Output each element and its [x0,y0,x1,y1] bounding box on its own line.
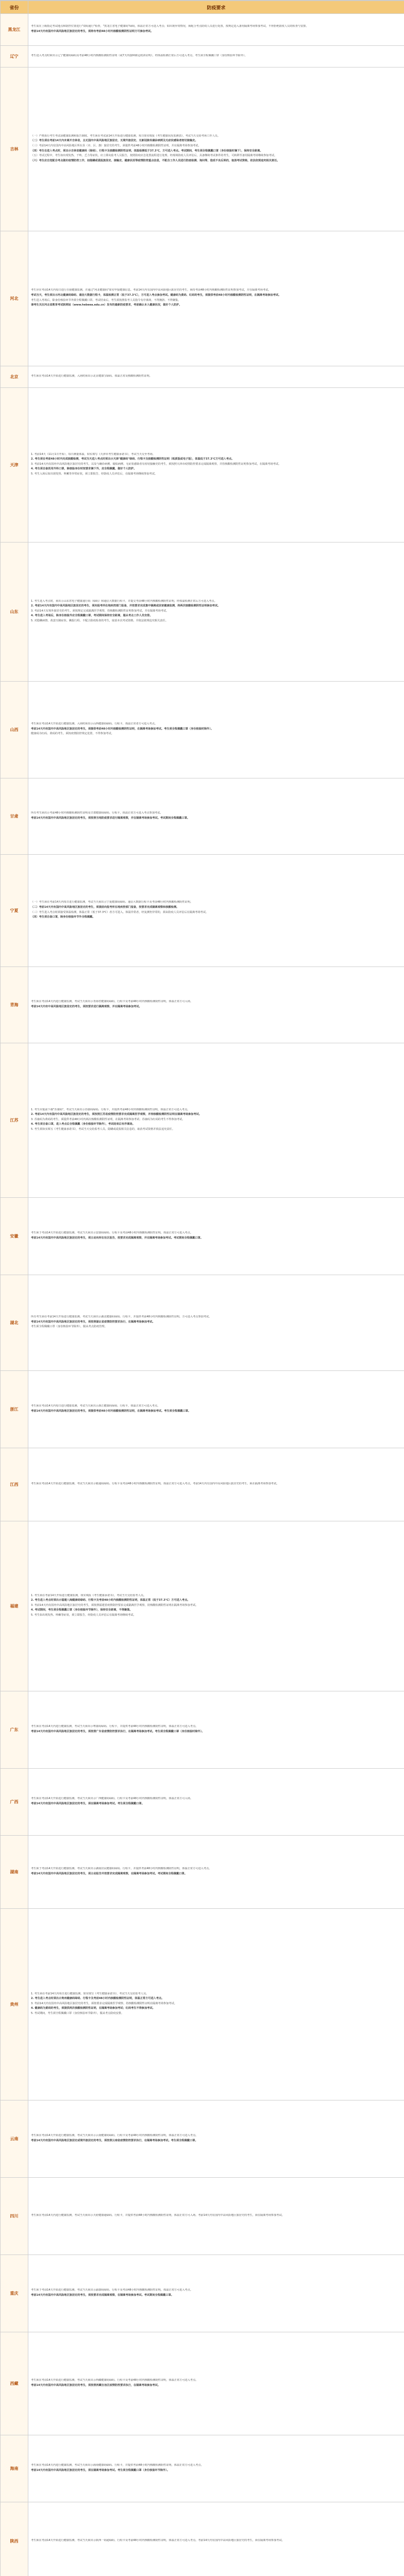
requirement-paragraph: 健康码为红码、黄码的考生，须按疫情防控规定处置，不得参加考试。 [31,732,114,736]
requirement-paragraph: 考生须在考前14天内进行健康监测，考试当天须出示海南健康码绿码、行程卡，并提供考前48小时内核酸检测阴性证明，体温正常方可进入考点。 [31,2463,204,2467]
table-row [1,388,404,543]
province-cell: 黑龙江 [1,14,28,46]
requirement-paragraph: 4. 健康码为黄码的考生，须提供两次核酸检测阴性证明，在隔离考场参加考试；红码考生不得参加考试。 [31,2007,155,2010]
province-cell: 湖北 [1,1275,28,1371]
requirement-paragraph: 3. 考前14天内有国内中高风险地区旅居史的考生，须按要求完成隔离医学观察，持核酸检测阴性证明在隔离考场参加考试。 [31,2002,177,2005]
requirement-paragraph: 4. 考生须自备口罩，进入考点后全程佩戴（身份核验环节除外），考试结束后有序离场。 [31,1123,135,1126]
requirements-text [31,1231,401,1241]
requirement-paragraph: 考前14天内有国内中高风险地区旅居史的考生，须按照广东省疫情防控要求执行，在隔离考场参加考试。考生须全程佩戴口罩（身份核验时除外）。 [31,1730,205,1733]
province-cell: 陕西 [1,2502,28,2576]
requirement-paragraph: 考前14天内有国内中高风险地区旅居史的考生，须按照当地防疫要求进行隔离观察，并在隔离考场参加考试。考试期间全程佩戴口罩。 [31,816,190,820]
province-cell: 青海 [1,967,28,1043]
requirements-cell [28,1043,404,1198]
requirement-paragraph: 考生须全程佩戴口罩（身份核验环节除外），服从考点防疫管理。 [31,1325,107,1329]
table-row [1,1043,404,1198]
requirements-text [31,811,401,821]
requirements-text [31,2214,401,2219]
table-row [1,366,404,388]
province-cell: 江西 [1,1448,28,1521]
requirements-cell [28,1521,404,1691]
requirement-paragraph: 考生进入考场后，除身份核验环节外须全程佩戴口罩。考试结束后，考生须按照监考人员指令有序离场，不得拥挤、不得聚集。 [31,298,181,302]
table-row [1,1198,404,1275]
requirements-text [31,1797,401,1807]
requirement-paragraph: 考生须在考前14天开始进行健康监测，考试当天须出示广西健康码绿码、行程卡及考前48小时内核酸检测阴性证明，体温正常方可入场。 [31,1797,193,1800]
requirements-text [31,25,401,35]
requirements-cell [28,46,404,67]
province-cell: 海南 [1,2435,28,2502]
requirement-paragraph: 3. 考前14天内有国内中高风险地区旅居史的考生，须按照福建省疫情防控要求完成隔离医学观察，持核酸检测阴性证明在隔离考场参加考试。 [31,1603,198,1607]
requirements-cell [28,14,404,46]
province-cell: 河北 [1,231,28,366]
table-row [1,231,404,366]
province-cell: 广西 [1,1769,28,1836]
province-cell: 江苏 [1,1043,28,1198]
requirement-paragraph: 1. 考生进入考点时，须出示山东省电子健康通行码（绿码）和通信大数据行程卡，并提交考前48小时内核酸检测阴性证明，经体温检测正常后方可进入考点。 [31,599,217,603]
province-cell: 浙江 [1,1371,28,1448]
requirement-paragraph: 2. 考生进入考点时须出示贵州健康码绿码、行程卡及考前48小时内核酸检测阴性证明，体温正常方可进入考点。 [31,1997,164,2001]
requirements-text [31,2464,401,2473]
province-cell: 甘肃 [1,778,28,855]
table-row [1,2255,404,2332]
requirement-paragraph: 考生须在考前14天开始进行健康监测，入场时须出示北京健康宝绿码、体温正常及核酸检测阴性证明。 [31,374,152,378]
requirement-paragraph: 5. 对隐瞒病情、故意压制症状、瞒报行程、不配合防疫检查的考生，取消本次考试资格，并依法依规追究相关责任。 [31,619,168,622]
province-cell: 湖南 [1,1836,28,1909]
requirement-paragraph: 考前14天内有国内中高风险地区旅居史的考生，须提供考前48小时内核酸检测阴性证明，在隔离考场参加考试。考生须全程佩戴口罩（身份核验时除外）。 [31,727,214,731]
requirement-paragraph: 5. 考生入场后如出现发热、咳嗽等异常症状，须立即报告，经防疫人员评估后，在隔离考场继续参加考试。 [31,472,158,476]
requirement-paragraph: 4. 考生进入考场后，除身份核验外应全程佩戴口罩，考试期间保持安全距离，服从考点工作人员安排。 [31,614,153,618]
province-cell: 天津 [1,388,28,543]
requirements-text [31,1482,401,1487]
requirements-cell [28,1836,404,1909]
table-row [1,855,404,967]
requirements-cell [28,1275,404,1371]
requirement-paragraph: 考生须在考前14天开始进行健康监测，考试当天须出示云南健康码绿码、行程卡及考前48小时内核酸检测阴性证明，体温正常方可进入考点。 [31,2133,198,2137]
province-cell: 宁夏 [1,855,28,967]
requirements-cell [28,2435,404,2502]
table-row [1,2178,404,2255]
requirement-paragraph: 考生需在上级指定考试地点和防控位置进行"双码通行"检查，"黑龙江省电子健康码"绿码，体温正常方可进入考点；如出现异常情况，须配合考点防疫人员进行处置，按规定进入备用隔离考场参加考试，不得拒绝防疫人员的检查与安排。 [31,24,309,28]
requirement-paragraph: 3. 苏康码为黄码的考生，须提供考前48小时内两次核酸检测阴性证明，在隔离考场参加考试；苏康码为红码的考生不得参加考试。 [31,1117,185,1121]
requirements-text [31,1315,401,1330]
table-row [1,2435,404,2502]
table-body [1,14,404,2576]
table-row [1,682,404,778]
requirement-paragraph: 考前14天内有国内中高风险地区旅居史的考生，须主动向所在社区报告，按要求完成隔离观察，并在隔离考场参加考试。考试期间全程佩戴口罩。 [31,1236,204,1240]
requirements-text [31,1867,401,1877]
table-row [1,1521,404,1691]
requirement-paragraph: 考前14天内有国内中高风险地区旅居史的考生，须按照西藏自治区疫情防控要求执行，在隔离考场参加考试。 [31,2383,161,2387]
requirements-cell [28,2332,404,2435]
requirement-paragraph: 2. 考生须在考前48小时内完成核酸检测，考试当天进入考点时须出示天津"健康码"绿码、行程卡及核酸检测阴性证明（纸质版或电子版），体温低于37.3℃方可进入考点。 [31,457,234,461]
requirement-paragraph: 考前14天内有国内中高风险地区旅居史的考生，须按照湖北省疫情防控要求执行，在隔离考场参加考试。 [31,1320,155,1324]
province-cell: 山西 [1,682,28,778]
requirements-cell [28,388,404,543]
requirement-paragraph: 考试当天，考生须出示河北健康码绿码、通信大数据行程卡，体温检测正常（低于37.3℃），方可进入考点参加考试。健康码为黄码、红码的考生，须提供考前48小时内核酸检测阴性证明，在隔离考场参加考试。 [31,293,281,297]
requirement-paragraph: 5. 考生如出现发热、咳嗽等症状，须立即报告，经防疫人员评估后在隔离考场继续考试。 [31,1613,136,1617]
table-row [1,1448,404,1521]
requirements-cell [28,967,404,1043]
requirement-paragraph: 考前14天内有中高风险地区旅居史的考生，须按要求进行隔离观察，并在隔离考场参加考试。 [31,1005,142,1008]
table-header-row [1,1,404,14]
requirement-paragraph: （三）考前14天内有国内中高风险地区所在县（市、区、旗）旅居史的考生，须提供考前48小时内核酸检测阴性证明，并在隔离考场参加考试。 [31,144,201,147]
requirements-text [31,2289,401,2298]
requirement-paragraph: （四）考生须自备口罩，除身份核验环节外全程佩戴。 [31,916,95,919]
requirement-paragraph: （二）考生须在考前14天内未离开吉林省，且无国内中高风险地区旅居史、无境外旅居史、无新冠肺炎确诊病例及无症状感染者密切接触史。 [31,139,198,143]
requirements-cell [28,2178,404,2255]
requirement-paragraph: 考生须于考前14天开始进行健康监测，考试当天须出示渝康码绿码、行程卡及考前48小时内核酸检测阴性证明，体温正常方可进入考点。 [31,2288,193,2292]
requirements-cell [28,543,404,682]
requirement-paragraph: （五）考试过程中，考生如出现发热、干咳、乏力等症状，应立即向监考人员报告，按照防疫应急处置流程进行处理。经现场防疫人员评估后，具备继续考试条件的考生，可转移至备用隔离考场继续参加考试。 [31,154,277,158]
province-cell: 四川 [1,2178,28,2255]
requirement-paragraph: 考生须在考前14天内进行健康监测，考试当天须出示青海省健康码绿码、行程卡及考前48小时内核酸检测阴性证明，体温正常方可入场。 [31,999,193,1003]
requirement-paragraph: 考生须在考前14天开始进行健康监测，考试当天须出示陕西一码通绿码、行程卡及考前48小时内核酸检测阴性证明，体温正常方可进入考点。考前14天内有国内中高风险地区旅居史的考生，须在隔离考场参加考试。 [31,2538,284,2542]
requirement-paragraph: 5. 考生须如实填写《考生健康承诺书》，考试当天交给监考人员。隐瞒或谎报相关信息的，取消考试资格并依法追究责任。 [31,1127,175,1131]
requirements-cell [28,1371,404,1448]
requirements-text [31,722,401,737]
requirement-paragraph: 2. 考前14天内有国内中高风险地区旅居史的考生，须向报考所在地疾控部门报备，并按要求完成集中隔离或居家健康监测，持两次核酸检测阴性证明参加考试。 [31,604,221,608]
table-row [1,1275,404,1371]
requirement-paragraph: （二）考前14天内有国内中高风险地区旅居史的考生，须提前向报考所在地疾控部门报备，按要求完成隔离观察和核酸检测。 [31,905,179,909]
table-row [1,1836,404,1909]
requirements-text [31,2539,401,2544]
requirements-header: 防疫要求 [28,1,404,14]
table-row [1,1769,404,1836]
requirements-text [31,2379,401,2388]
requirements-cell [28,682,404,778]
province-cell: 安徽 [1,1198,28,1275]
table-row [1,1909,404,2100]
province-cell: 辽宁 [1,46,28,67]
requirements-text [31,1108,401,1133]
province-cell: 西藏 [1,2332,28,2435]
requirements-cell [28,366,404,388]
requirements-cell [28,2502,404,2576]
requirement-paragraph: 考生须于考前14天开始进行健康监测，考试当天须出示湖南居民健康码绿码、行程卡，并提供考前48小时内核酸检测阴性证明，体温正常方可进入考点。 [31,1867,212,1870]
requirement-paragraph: （四）考生在进入考点时，须出示吉林省健康码（绿码）、行程卡及核酸检测阴性证明，体温检测低于37.3℃，方可进入考点。考试期间，考生须全程佩戴口罩（身份核验时摘下），保持安全距离。 [31,149,263,152]
requirement-paragraph: （一）考生须在考前14天内每日进行健康监测，考试当天须出示宁夏健康码绿码、通信大数据行程卡及考前48小时内核酸检测阴性证明。 [31,901,193,904]
requirement-paragraph: 4. 考试期间，考生须全程佩戴口罩（身份核验环节除外），保持安全距离，不得聚集。 [31,1608,132,1612]
requirements-text [31,375,401,380]
requirement-paragraph: 5. 考试期间，考生须全程佩戴口罩（身份核验环节除外），服从考点防疫安排。 [31,2011,124,2015]
table-row [1,1691,404,1769]
table-row [1,1371,404,1448]
requirements-text [31,901,401,920]
requirement-paragraph: 2. 考前14天内有国内中高风险地区旅居史的考生，须按照江苏省疫情防控要求完成隔离医学观察，并持核酸检测阴性证明在隔离考场参加考试。 [31,1113,202,1116]
province-cell: 广东 [1,1691,28,1769]
table-row [1,46,404,67]
requirement-paragraph: 1. 考生须在考前14天内每日进行健康监测，如实填写《考生健康承诺书》，考试当天交给监考人员。 [31,1992,149,1995]
requirement-paragraph: 考前14天内有国内中高风险地区旅居史的考生，须提供考前48小时内核酸检测阴性证明，在隔离考场参加考试。考生须全程佩戴口罩。 [31,1409,191,1413]
requirement-paragraph: 考生进入考点时须出示辽宁健康码绿码及考前48小时内核酸检测阴性证明（或7天内接种新冠疫苗证明），经体温检测正常后方可进入考点，考生须全程佩戴口罩（身份核验环节除外）。 [31,54,247,57]
requirement-paragraph: 考前14天内有国内中高风险地区旅居史的考生，须持有考前48小时内核酸检测阴性证明方可参加考试。 [31,29,154,33]
province-cell: 吉林 [1,67,28,231]
table-row [1,967,404,1043]
table-row [1,778,404,855]
requirement-paragraph: 1. 考生应提前下载"苏康码"，考试当天须出示苏康码绿码、行程卡，并提供考前48小时内核酸检测阴性证明，体温正常方可进入考点。 [31,1108,190,1111]
requirement-paragraph: 3. 考前14天内有国内中高风险地区旅居史的考生，以及与确诊病例、疑似病例、无症状感染者有密切接触史的考生，须按照天津市疫情防控要求完成隔离观察，并持核酸检测阴性证明参加考试，在隔离考场考试。 [31,462,281,466]
requirement-paragraph: 1. 考生须在考前14天开始进行健康监测，如实填报《考生健康承诺书》，考试当天交给监考人员。 [31,1594,146,1597]
requirements-text [31,289,401,308]
province-cell: 福建 [1,1521,28,1691]
province-cell: 重庆 [1,2255,28,2332]
province-header: 省份 [1,1,28,14]
requirements-cell [28,1769,404,1836]
requirement-paragraph: 1. 考前14天（11月1日开始），每日测量体温，如实填写《天津市考生健康承诺书》，考试当天交至考场。 [31,452,155,456]
requirement-paragraph: 请考生关注河北省教育考试院网站（www.hebeea.edu.cn）发布的最新防疫要求，考前确认本人健康状况，做好个人防护。 [31,303,182,307]
requirement-paragraph: 考生须在考前14天开始进行健康监测，考试当天须出示西藏健康码绿码、行程卡及考前48小时内核酸检测阴性证明，体温正常方可进入考点。 [31,2378,198,2382]
requirement-paragraph: （一）严格执行考生考试前健康监测和报告制度。考生须在考试前14天开始进行健康监测，每日如实填报《考生健康状况监测表》，考试当天交给考场工作人员。 [31,134,221,138]
requirements-cell [28,67,404,231]
province-cell: 北京 [1,366,28,388]
province-cell: 山东 [1,543,28,682]
requirement-paragraph: （六）考生应自觉配合考点做好疫情防控工作，如隐瞒或谎报旅居史、接触史、健康状况等疫情防控重点信息，不配合工作人员进行防疫检测、询问等，造成不良后果的，取消考试资格，依法依规追究相关责任。 [31,159,280,162]
province-cell: 贵州 [1,1909,28,2100]
requirement-paragraph: 考生须在考前14天开始进行健康监测，入场时须出示山西健康码绿码、行程卡，体温正常者方可进入考点。 [31,722,158,726]
requirement-paragraph: 3. 考前14天有境外旅居史的考生，须按规定完成隔离医学观察，持核酸检测阴性证明参加考试，并在隔离考场考试。 [31,609,169,613]
requirement-paragraph: 考前14天内有国内中高风险地区旅居史的考生，须在隔离考场参加考试。考生须全程佩戴口罩。 [31,1802,144,1805]
requirements-cell [28,855,404,967]
requirements-text [31,453,401,478]
requirements-cell [28,1198,404,1275]
requirements-text [31,134,401,164]
requirement-paragraph: 考前14天内有国内中高风险地区旅居史或境外旅居史的考生，须按照云南省疫情防控要求执行，在隔离考场参加考试。考生须全程佩戴口罩。 [31,2139,198,2142]
table-row [1,14,404,46]
table-row [1,2502,404,2576]
requirements-text [31,54,401,59]
requirement-paragraph: 所有考生须在考前14天开始进行健康监测，考试当天须出示湖北健康码绿码、行程卡，并提供考前48小时内核酸检测阴性证明，方可进入考点参加考试。 [31,1315,212,1319]
requirement-paragraph: 考前14天内有国内中高风险地区旅居史的考生，须在隔离考场参加考试。考生须全程佩戴口罩（身份核验环节除外）。 [31,2468,170,2472]
province-cell: 云南 [1,2100,28,2178]
requirements-text [31,1992,401,2017]
requirement-paragraph: 考前14天内有国内中高风险地区旅居史的考生，须主动报告并按要求完成隔离观察，在隔离考场参加考试。考试期间全程佩戴口罩。 [31,1872,187,1875]
requirements-text [31,600,401,624]
requirement-paragraph: 考前14天内有国内中高风险地区旅居史的考生，须按要求完成隔离观察，在隔离考场参加考试。考试期间全程佩戴口罩。 [31,2293,174,2297]
table-row [1,543,404,682]
requirements-table [0,1,404,2576]
requirements-cell [28,1448,404,1521]
requirements-cell [28,778,404,855]
table-row [1,67,404,231]
requirement-paragraph: 考生须在考前14天内每日进行健康监测，考试当天须出示浙江健康码绿码、行程卡，体温正常方可进入考点。 [31,1404,160,1408]
table-row [1,2332,404,2435]
requirement-paragraph: 考生须在考前14天开始进行健康监测，考试当天须出示赣通码绿码、行程卡及考前48小时内核酸检测阴性证明，体温正常方可进入考点。考前14天内有国内中高风险地区旅居史的考生，须在隔离考场参加考试。 [31,1482,279,1485]
requirement-paragraph: 考生应在考前14天内每日进行自我健康监测，并通过"河北健康码"如实申报健康信息。考前14天内有国内中高风险地区旅居史的考生，须持考前48小时内核酸检测阴性证明参加考试，并在隔离考场考试。 [31,289,271,292]
requirement-paragraph: 所有考生须出示考前48小时内核酸检测阴性证明及甘肃健康码绿码、行程卡，体温正常方可进入考点参加考试。 [31,811,163,815]
requirements-text [31,1594,401,1619]
requirement-paragraph: 2. 考生进入考点时须出示福建八闽健康码绿码、行程卡及考前48小时内核酸检测阴性证明，体温正常（低于37.3℃）方可进入考点。 [31,1599,190,1602]
requirements-cell [28,231,404,366]
requirements-cell [28,2255,404,2332]
requirements-cell [28,1691,404,1769]
requirement-paragraph: 考生须在考前14天内进行健康监测，考试当天须出示天府健康通绿码、行程卡，并提供考前48小时内核酸检测阴性证明，体温正常方可入场。考前14天内有国内中高风险地区旅居史的考生，须在隔离考场参加考试。 [31,2213,284,2217]
requirements-text [31,1000,401,1010]
requirements-text [31,1404,401,1414]
requirements-text [31,2134,401,2144]
requirement-paragraph: 考生须于考前14天开始进行健康监测，考试当天须出示安康码绿码、行程卡及考前48小时内核酸检测阴性证明，体温正常方可进入考点。 [31,1231,193,1234]
requirement-paragraph: 考生须在考前14天内进行健康监测，考试当天须出示粤康码绿码、行程卡，并提供考前48小时内核酸检测阴性证明，体温正常方可进入考点。 [31,1724,198,1728]
requirements-text [31,1725,401,1735]
requirement-paragraph: 4. 考生须自备医用外科口罩，除核验身份时按要求摘下外，应全程佩戴，做好个人防护。 [31,467,137,471]
table-row [1,2100,404,2178]
requirements-cell [28,1909,404,2100]
requirements-cell [28,2100,404,2178]
requirement-paragraph: （三）考生进入考点时须接受体温检测，体温正常（低于37.3℃）者方可进入。体温异常者，经复测仍异常的，须由防疫人员评估后在隔离考场考试。 [31,910,209,914]
